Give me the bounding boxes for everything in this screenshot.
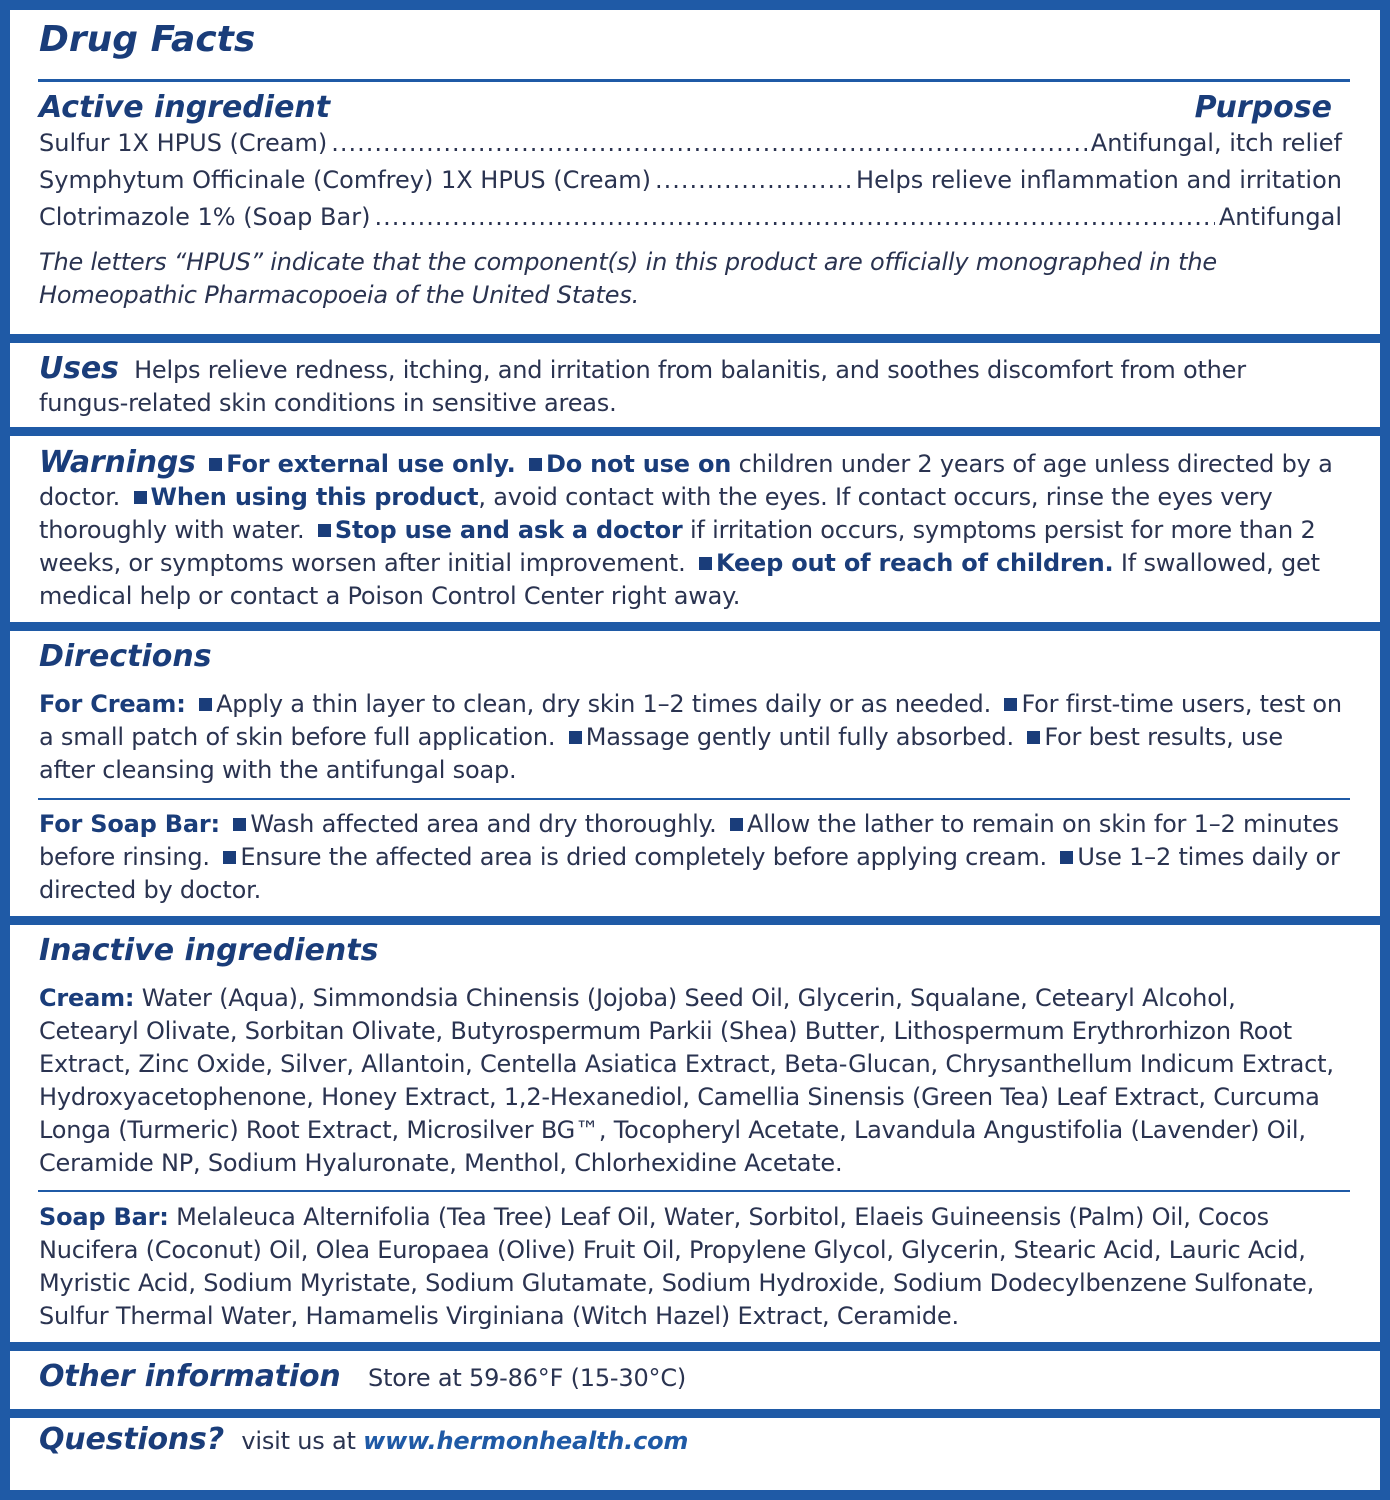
soap-step: Wash affected area and dry thoroughly. [250, 810, 717, 838]
active-ingredient-section [0, 91, 1390, 312]
section-divider [0, 622, 1390, 631]
cream-step: For best results, use after cleansing with the antifungal soap. [39, 723, 1283, 784]
section-divider [0, 427, 1390, 436]
ingredient-purpose: Antifungal, itch relief [1090, 129, 1342, 157]
section-divider [0, 334, 1390, 343]
soap-ingredients: Melaleuca Alternifolia (Tea Tree) Leaf Oil, Water, Sorbitol, Elaeis Guineensis (Palm) Oil, Cocos Nucifera (Coconut) Oil, Olea Europaea (Olive) Fruit Oil, Propylene Glycol, Glycerin, Stearic Acid, Lauric Acid, Myristic Acid, Sodium Myristate, Sodium Glutamate, Sodium Hydroxide, Sodium Dodecylbenzene Sulfonate, Sulfur Thermal Water, Hamamelis Virginiana (Witch Hazel) Extract, Ceramide. [39, 1203, 1315, 1330]
uses-section [0, 352, 1390, 420]
bullet-square [199, 698, 212, 711]
bullet-square [209, 458, 222, 471]
cream-directions [39, 688, 1342, 787]
when-using-label: When using this product [150, 483, 479, 511]
questions-section [0, 1423, 1390, 1458]
soap-step: Allow the lather to remain on skin for 1–2 minutes before rinsing. [39, 810, 1339, 871]
ingredient-row [39, 125, 1342, 162]
hpus-note: The letters “HPUS” indicate that the component(s) in this product are officially monographed in the Homeopathic Pharmacopoeia of the United States. [39, 248, 1217, 309]
divider [38, 798, 1350, 800]
bullet-square [529, 458, 542, 471]
questions-text: visit us at [241, 1427, 356, 1455]
ingredient-row [39, 162, 1342, 199]
cream-step: Apply a thin layer to clean, dry skin 1–2 times daily or as needed. [216, 690, 991, 718]
section-divider [0, 1409, 1390, 1418]
leader-dots [331, 125, 1087, 162]
keep-out-text: If swallowed, get medical help or contact a Poison Control Center right away. [39, 549, 1320, 610]
section-divider [0, 916, 1390, 925]
soap-directions-section [0, 808, 1390, 907]
active-ingredient-heading: Active ingredient [39, 90, 331, 125]
ingredient-name: Symphytum Officinale (Comfrey) 1X HPUS (Cream) [39, 166, 651, 194]
ingredient-purpose: Antifungal [1218, 203, 1342, 231]
soap-step: Ensure the affected area is dried completely before applying cream. [240, 843, 1047, 871]
soap-step: Use 1–2 times daily or directed by doctor. [39, 843, 1340, 904]
uses-text: Helps relieve redness, itching, and irritation from balanitis, and soothes discomfort from other fungus-related skin conditions in sensitive areas. [39, 356, 1246, 417]
bullet-square [699, 557, 712, 570]
warnings-heading: Warnings [39, 445, 196, 480]
for-cream-label: For Cream: [39, 690, 186, 718]
ingredient-name: Clotrimazole 1% (Soap Bar) [39, 203, 371, 231]
soap-bar-label: Soap Bar: [39, 1203, 169, 1231]
leader-dots [374, 199, 1214, 236]
when-using-text: , avoid contact with the eyes. If contact occurs, rinse the eyes very thoroughly with water. [39, 483, 1273, 544]
for-soap-label: For Soap Bar: [39, 810, 220, 838]
bullet-square [233, 818, 246, 831]
ingredient-name: Sulfur 1X HPUS (Cream) [39, 129, 328, 157]
website-link[interactable]: www.hermonhealth.com [363, 1427, 689, 1455]
stop-use-label: Stop use and ask a doctor [334, 516, 683, 544]
purpose-heading: Purpose [1194, 90, 1332, 125]
warnings-section [0, 446, 1390, 613]
keep-out-label: Keep out of reach of children. [715, 549, 1114, 577]
questions-heading: Questions? [39, 1422, 224, 1457]
divider [38, 1190, 1350, 1192]
cream-ingredients: Water (Aqua), Simmondsia Chinensis (Jojoba) Seed Oil, Glycerin, Squalane, Cetearyl Alcohol, Cetearyl Olivate, Sorbitan Olivate, Butyrospermum Parkii (Shea) Butter, Lithospermum Erythrorhizon Root Extract, Zinc Oxide, Silver, Allantoin, Centella Asiatica Extract, Beta-Glucan, Chrysanthellum Indicum Extract, Hydroxyacetophenone, Honey Extract, 1,2-Hexanediol, Camellia Sinensis (Green Tea) Leaf Extract, Curcuma Longa (Turmeric) Root Extract, Microsilver BG™, Tocopheryl Acetate, Lavandula Angustifolia (Lavender) Oil, Ceramide NP, Sodium Hyaluronate, Menthol, Chlorhexidine Acetate. [39, 984, 1334, 1177]
bullet-square [1060, 851, 1073, 864]
cream-step: For first-time users, test on a small patch of skin before full application. [39, 690, 1342, 751]
external-use-warning: For external use only. [226, 450, 516, 478]
cream-inactive [39, 982, 1342, 1180]
stop-use-text: if irritation occurs, symptoms persist for more than 2 weeks, or symptoms worsen after initial improvement. [39, 516, 1316, 577]
bullet-square [134, 491, 147, 504]
do-not-use-label: Do not use on [545, 450, 732, 478]
inactive-heading: Inactive ingredients [39, 933, 379, 968]
ingredient-purpose: Helps relieve inflammation and irritation [856, 166, 1342, 194]
cream-label: Cream: [39, 984, 135, 1012]
leader-dots [655, 162, 852, 199]
soap-inactive [39, 1201, 1342, 1333]
storage-text: Store at 59-86°F (15-30°C) [368, 1364, 687, 1392]
cream-step: Massage gently until fully absorbed. [585, 723, 1014, 751]
soap-directions [39, 808, 1342, 907]
bullet-square [1027, 731, 1040, 744]
bullet-square [730, 818, 743, 831]
inactive-ingredients-section [0, 934, 1390, 1180]
directions-section [0, 640, 1390, 787]
directions-heading: Directions [39, 639, 212, 674]
section-divider [0, 1342, 1390, 1351]
do-not-use-text: children under 2 years of age unless directed by a doctor. [39, 450, 1333, 511]
other-info-heading: Other information [39, 1359, 341, 1394]
title-section [0, 20, 1390, 60]
page-title: Drug Facts [39, 19, 256, 60]
divider [38, 79, 1350, 82]
other-information-section [0, 1360, 1390, 1395]
ingredient-row [39, 199, 1342, 236]
soap-inactive-section [0, 1201, 1390, 1333]
bullet-square [1004, 698, 1017, 711]
uses-heading: Uses [39, 351, 119, 386]
bullet-square [569, 731, 582, 744]
bullet-square [318, 524, 331, 537]
bullet-square [223, 851, 236, 864]
